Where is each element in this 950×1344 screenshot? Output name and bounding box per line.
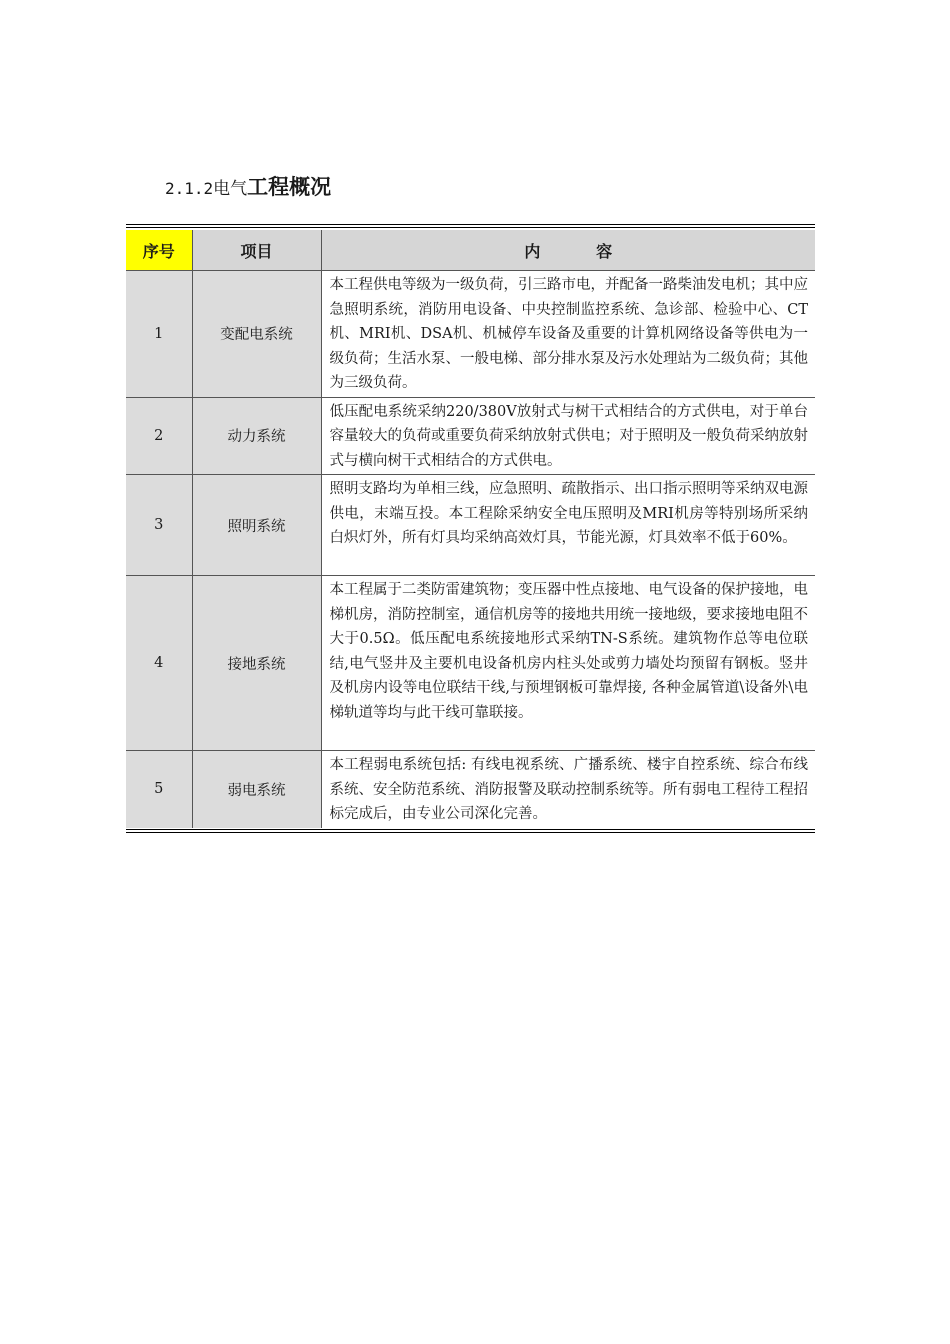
section-title-strong: 工程概况 [247,175,332,199]
row-seq: 1 [126,271,192,398]
row-seq: 5 [126,751,192,828]
table-row [126,576,815,751]
header-content: 内 容 [321,230,815,271]
electrical-overview-table [126,230,815,828]
row-content: 照明支路均为单相三线，应急照明、疏散指示、出口指示照明等采纳双电源供电，末端互投。本工程除采纳安全电压照明及MRI机房等特别场所采纳白炽灯外，所有灯具均采纳高效灯具，节能光源，灯具效率不低于60%。 [321,475,815,576]
row-content: 本工程供电等级为一级负荷，引三路市电，并配备一路柴油发电机；其中应急照明系统，消防用电设备、中央控制监控系统、急诊部、检验中心、CT机、MRI机、DSA机、机械停车设备及重要的计算机网络设备等供电为一级负荷；生活水泵、一般电梯、部分排水泵及污水处理站为二级负荷；其他为三级负荷。 [321,271,815,398]
row-content: 本工程弱电系统包括: 有线电视系统、广播系统、楼宇自控系统、综合布线系统、安全防范系统、消防报警及联动控制系统等。所有弱电工程待工程招标完成后，由专业公司深化完善。 [321,751,815,828]
row-item: 照明系统 [192,475,321,576]
row-item: 接地系统 [192,576,321,751]
table-row [126,397,815,475]
header-item: 项目 [192,230,321,271]
header-seq: 序号 [126,230,192,271]
row-item: 变配电系统 [192,271,321,398]
table-row [126,475,815,576]
table-header-row [126,230,815,271]
section-number: 2.1.2 [165,179,214,198]
table-row [126,271,815,398]
row-seq: 2 [126,397,192,475]
table-row [126,751,815,828]
row-item: 动力系统 [192,397,321,475]
row-item: 弱电系统 [192,751,321,828]
section-title-prefix: 电气 [213,179,248,199]
row-content: 本工程属于二类防雷建筑物；变压器中性点接地、电气设备的保护接地，电梯机房，消防控制室，通信机房等的接地共用统一接地级，要求接地电阻不大于0.5Ω。低压配电系统接地形式采纳TN-S系统。建筑物作总等电位联结,电气竖井及主要机电设备机房内柱头处或剪力墙处均预留有钢板。竖井及机房内设等电位联结干线,与预埋钢板可靠焊接, 各种金属管道\设备外\电梯轨道等均与此干线可靠联接。 [321,576,815,751]
row-seq: 4 [126,576,192,751]
overview-table-frame [126,224,815,833]
section-heading [165,172,331,204]
row-content: 低压配电系统采纳220/380V放射式与树干式相结合的方式供电，对于单台容量较大的负荷或重要负荷采纳放射式供电；对于照明及一般负荷采纳放射式与横向树干式相结合的方式供电。 [321,397,815,475]
row-seq: 3 [126,475,192,576]
